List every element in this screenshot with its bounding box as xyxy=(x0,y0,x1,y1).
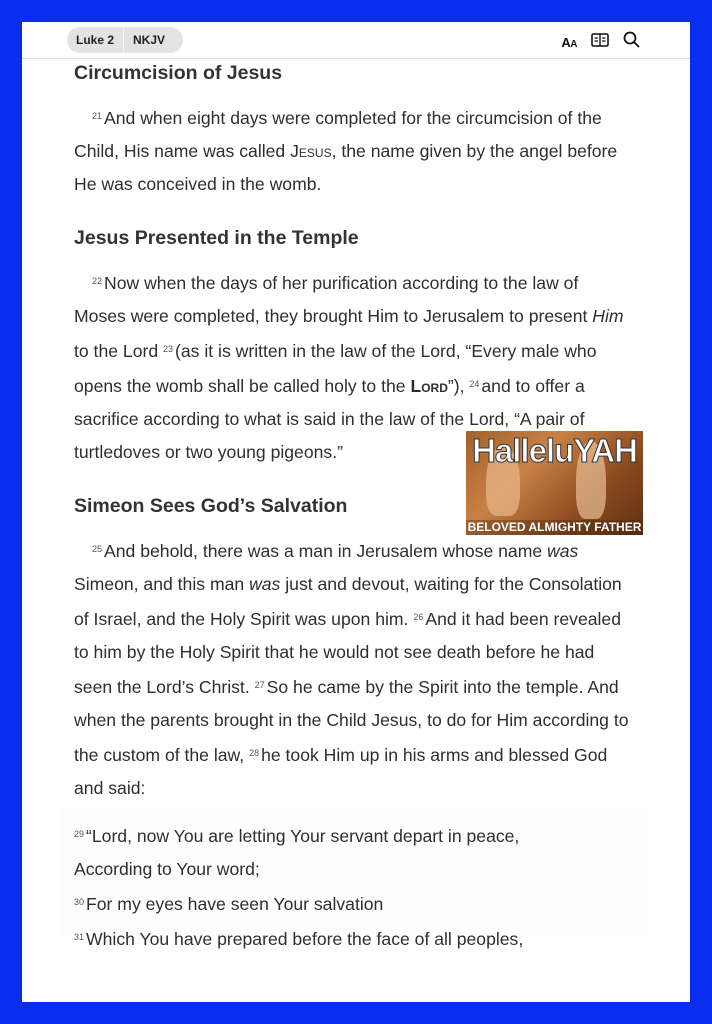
poetry-line[interactable] xyxy=(74,886,634,921)
version-button[interactable]: NKJV xyxy=(133,33,166,47)
verse-text: According to Your word; xyxy=(74,859,260,879)
verse-text: and to offer a sacrifice according to what is said in the law of the Lord, “A pair of turtledoves or two young pigeons.” xyxy=(74,376,585,462)
italic-word: was xyxy=(249,574,281,594)
verse-number: 26 xyxy=(413,612,424,622)
verse-text: And when eight days were completed for the circumcision of the Child, His name was called xyxy=(74,108,602,161)
verse-text: Which You have prepared before the face of all peoples, xyxy=(86,929,524,949)
poetry-block xyxy=(74,818,634,956)
verse-number: 22 xyxy=(92,276,103,286)
verse-number: 23 xyxy=(163,344,174,354)
verse-number: 30 xyxy=(74,897,85,907)
verse-text: So he came by the Spirit into the temple. And when the parents brought in the Child Jesus, to do for Him according to the custom of the law, xyxy=(74,677,629,765)
verse-number: 24 xyxy=(469,379,480,389)
section-heading: Circumcision of Jesus xyxy=(74,62,283,84)
reader-window xyxy=(22,22,690,1002)
overlay-image xyxy=(466,431,643,535)
verse-25-28[interactable] xyxy=(74,533,634,805)
chapter-version-selector[interactable] xyxy=(67,27,183,53)
verse-number: 25 xyxy=(92,544,103,554)
poetry-line[interactable] xyxy=(74,818,634,853)
top-bar xyxy=(22,22,690,59)
verse-21[interactable] xyxy=(74,100,634,201)
section-heading: Jesus Presented in the Temple xyxy=(74,227,359,249)
verse-text: to the Lord xyxy=(74,341,159,361)
verse-number: 28 xyxy=(249,748,260,758)
italic-word: was xyxy=(547,541,579,561)
verse-text: Now when the days of her purification according to the law of Moses were completed, they brought Him to Jerusalem to present xyxy=(74,273,593,326)
font-size-icon[interactable]: AA xyxy=(561,34,577,50)
verse-number: 27 xyxy=(254,680,265,690)
verse-text: (as it is written in the law of the Lord, “Every male who opens the womb shall be called holy to the xyxy=(74,341,597,396)
verse-text: just and devout, waiting for the Consolation of Israel, and the Holy Spirit was upon him. xyxy=(74,574,622,629)
toolbar-icons xyxy=(561,31,640,53)
verse-text: “Lord, now You are letting Your servant depart in peace, xyxy=(86,826,520,846)
verse-number: 31 xyxy=(74,932,85,942)
verse-text: Simeon, and this man xyxy=(74,574,250,594)
book-icon[interactable] xyxy=(591,33,609,52)
image-caption: BELOVED ALMIGHTY FATHER xyxy=(467,520,642,534)
verse-number: 21 xyxy=(92,111,103,121)
verse-text: , the name given by the angel before He was conceived in the womb. xyxy=(74,141,618,194)
verse-text: ”), xyxy=(447,376,465,396)
image-title: HalleluYAH xyxy=(472,432,637,469)
poetry-line[interactable] xyxy=(74,853,634,886)
lord-small-caps: Lord xyxy=(410,376,448,396)
verse-number: 29 xyxy=(74,829,85,839)
italic-word: Him xyxy=(592,306,624,326)
verse-text: he took Him up in his arms and blessed God and said: xyxy=(74,745,608,798)
book-chapter-button[interactable]: Luke 2 xyxy=(76,33,115,47)
verse-text: For my eyes have seen Your salvation xyxy=(86,894,384,914)
section-heading: Simeon Sees God’s Salvation xyxy=(74,495,348,517)
verse-text: And it had been revealed to him by the Holy Spirit that he would not see death before he had seen the Lord’s Christ. xyxy=(74,609,621,697)
small-caps-name: Jesus xyxy=(290,141,332,161)
poetry-line[interactable] xyxy=(74,921,634,956)
search-icon[interactable] xyxy=(623,31,640,53)
verse-text: And behold, there was a man in Jerusalem whose name xyxy=(104,541,548,561)
